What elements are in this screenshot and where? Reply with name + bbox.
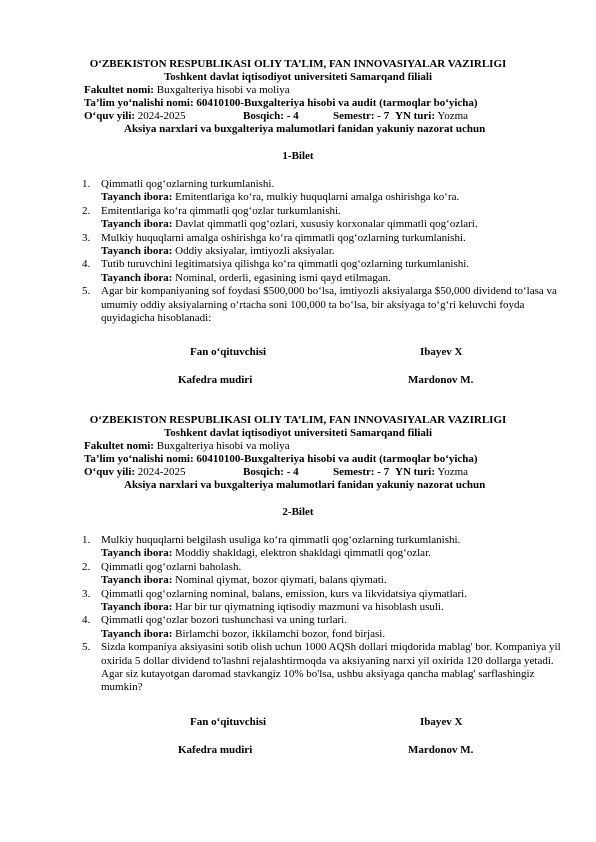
faculty-value: Buxgalteriya hisobi va moliya <box>153 440 290 452</box>
question-number: 2. <box>82 560 91 573</box>
faculty-label: Fakultet nomi: <box>84 84 154 96</box>
type-label: YN turi: <box>395 466 436 478</box>
list-item <box>82 587 561 615</box>
faculty-line <box>84 440 290 453</box>
keywords-text: Har bir tur qiymatning iqtisodiy mazmuni va hisoblash usuli. <box>172 601 444 614</box>
ministry-heading: O‘ZBEKISTON RESPUBLIKASI OLIY TA’LIM, FAN INNOVASIYALAR VAZIRLIGI <box>89 414 507 426</box>
list-item <box>82 204 561 232</box>
keywords-line <box>101 547 561 560</box>
head-name: Mardonov M. <box>408 374 474 386</box>
type-label: YN turi: <box>395 110 436 122</box>
ministry-heading: O‘ZBEKISTON RESPUBLIKASI OLIY TA’LIM, FAN INNOVASIYALAR VAZIRLIGI <box>89 58 507 70</box>
year-value: 2024-2025 <box>135 466 186 478</box>
semester-label: Semestr: - 7 <box>333 466 390 478</box>
subject-line: Aksiya narxlari va buxgalteriya malumotlari fanidan yakuniy nazorat uchun <box>124 479 486 491</box>
question-number: 4. <box>82 614 91 627</box>
faculty-value: Buxgalteriya hisobi va moliya <box>153 84 290 96</box>
question-text: Qimmatli qog‘ozlarni baholash. <box>101 560 242 573</box>
list-item <box>82 178 561 205</box>
type-line <box>395 110 468 123</box>
question-number: 3. <box>82 231 91 244</box>
keywords-text: Nominal qiymat, bozor qiymati, balans qiymati. <box>172 574 387 587</box>
head-label: Kafedra mudiri <box>178 374 253 386</box>
university-name: Toshkent davlat iqtisodiyot universiteti Samarqand filiali <box>163 71 433 83</box>
keywords-label: Tayanch ibora: <box>101 627 173 640</box>
question-number: 4. <box>82 258 91 271</box>
direction-line: Ta’lim yo‘nalishi nomi: 60410100-Buxgalteriya hisobi va audit (tarmoqlar bo‘yicha) <box>84 453 478 465</box>
list-item <box>82 614 561 641</box>
keywords-line <box>101 601 561 614</box>
type-line <box>395 466 468 479</box>
year-value: 2024-2025 <box>135 110 186 122</box>
keywords-text: Emitentlariga ko‘ra, mulkiy huquqlarni amalga oshirishga ko‘ra. <box>172 191 460 204</box>
list-item <box>82 231 561 259</box>
list-item <box>82 285 561 325</box>
list-item <box>82 258 561 285</box>
question-number: 1. <box>82 178 91 190</box>
ticket-title: 1-Bilet <box>282 150 314 162</box>
question-number: 3. <box>82 587 91 600</box>
question-text: Qimmatli qog‘ozlarning turkumlanishi. <box>101 178 275 190</box>
question-number: 1. <box>82 534 91 546</box>
ticket-title: 2-Bilet <box>282 506 314 518</box>
question-text: Mulkiy huquqlarni amalga oshirishga ko‘ra qimmatli qog‘ozlarning turkumlanishi. <box>101 231 466 244</box>
keywords-label: Tayanch ibora: <box>101 191 173 204</box>
semester-label: Semestr: - 7 <box>333 110 390 122</box>
teacher-name: Ibayev X <box>420 716 463 728</box>
keywords-label: Tayanch ibora: <box>101 245 173 258</box>
keywords-text: Birlamchi bozor, ikkilamchi bozor, fond birjasi. <box>172 627 386 640</box>
year-label: O‘quv yili: <box>84 466 136 478</box>
question-text: Qimmatli qog‘ozlarning nominal, balans, emission, kurs va likvidatsiya qiymatlari. <box>101 587 467 600</box>
keywords-line <box>101 218 561 231</box>
question-text: Agar bir kompaniyaning sof foydasi $500,000 bo‘lsa, imtiyozli aksiyalarga $50,000 dividend to‘lasa va umumiy oddiy aksiyalarning o‘rtacha soni 100,000 ta bo‘lsa, bir aksiyaga to‘g‘ri keluvchi foyda quyidagicha hisoblanadi: <box>101 285 557 325</box>
university-name: Toshkent davlat iqtisodiyot universiteti Samarqand filiali <box>163 427 433 439</box>
faculty-line <box>84 84 290 97</box>
keywords-text: Moddiy shakldagi, elektron shakldagi qimmatli qog‘ozlar. <box>172 547 431 560</box>
question-number: 2. <box>82 204 91 217</box>
keywords-label: Tayanch ibora: <box>101 218 173 231</box>
teacher-name: Ibayev X <box>420 346 463 358</box>
question-list <box>82 534 561 695</box>
type-value: Yozma <box>435 110 469 122</box>
keywords-text: Davlat qimmatli qog‘ozlari, xususiy korxonalar qimmatli qog‘ozlari. <box>172 218 478 231</box>
question-list <box>82 178 561 325</box>
subject-line: Aksiya narxlari va buxgalteriya malumotlari fanidan yakuniy nazorat uchun <box>124 123 486 135</box>
faculty-label: Fakultet nomi: <box>84 440 154 452</box>
keywords-line <box>101 272 561 285</box>
keywords-label: Tayanch ibora: <box>101 271 173 284</box>
question-text: Mulkiy huquqlarni belgilash usuliga ko‘ra qimmatli qog‘ozlarning turkumlanishi. <box>101 534 461 546</box>
question-number: 5. <box>82 285 91 298</box>
direction-line: Ta’lim yo‘nalishi nomi: 60410100-Buxgalteriya hisobi va audit (tarmoqlar bo‘yicha) <box>84 97 478 109</box>
year-label: O‘quv yili: <box>84 110 136 122</box>
stage-label: Bosqich: - 4 <box>243 110 299 122</box>
year-line <box>84 466 185 479</box>
teacher-label: Fan o‘qituvchisi <box>190 346 267 358</box>
head-label: Kafedra mudiri <box>178 744 253 756</box>
keywords-label: Tayanch ibora: <box>101 547 173 560</box>
list-item <box>82 560 561 588</box>
list-item <box>82 641 561 695</box>
head-name: Mardonov M. <box>408 744 474 756</box>
type-value: Yozma <box>435 466 469 478</box>
keywords-line <box>101 245 561 258</box>
question-text: Emitentlariga ko‘ra qimmatli qog‘ozlar turkumlanishi. <box>101 204 341 217</box>
question-number: 5. <box>82 641 91 654</box>
teacher-label: Fan o‘qituvchisi <box>190 716 267 728</box>
keywords-text: Oddiy aksiyalar, imtiyozli aksiyalar. <box>172 245 335 258</box>
keywords-text: Nominal, orderli, egasining ismi qayd etilmagan. <box>172 271 391 284</box>
year-line <box>84 110 185 123</box>
keywords-line <box>101 628 561 641</box>
question-text: Qimmatli qog‘ozlar bozori tushunchasi va uning turlari. <box>101 614 347 627</box>
list-item <box>82 534 561 561</box>
keywords-line <box>101 574 561 587</box>
stage-label: Bosqich: - 4 <box>243 466 299 478</box>
keywords-label: Tayanch ibora: <box>101 574 173 587</box>
question-text: Sizda kompaniya aksiyasini sotib olish uchun 1000 AQSh dollari miqdorida mablag' bor. Kompaniya yil oxirida 5 dollar dividend to'lashni rejalashtirmoqda va aksiyaning narxi yil oxirida 120 dollarga yetadi. Agar siz kutayotgan daromad stavkangiz 10% bo'lsa, ushbu aksiyaga qancha mablag' sarflashingiz mumkin? <box>101 641 561 694</box>
keywords-line <box>101 191 561 204</box>
keywords-label: Tayanch ibora: <box>101 601 173 614</box>
question-text: Tutib turuvchini legitimatsiya qilishga ko‘ra qimmatli qog‘ozlarning turkumlanishi. <box>101 258 470 271</box>
